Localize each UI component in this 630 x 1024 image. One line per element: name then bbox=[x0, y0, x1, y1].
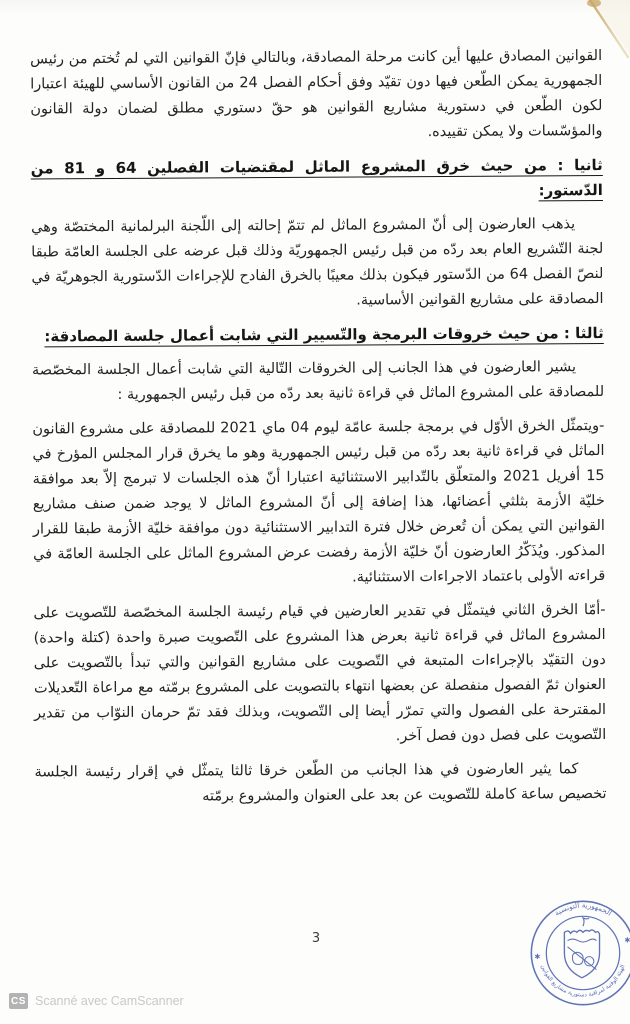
paragraph: -أمّا الخرق الثاني فيتمثّل في تقدير العارضين في قيام رئيسة الجلسة المخصّصة للتّصويت على المشروع الماثل في قراءة ثانية بعرض هذا المشروع على التّصويت صبرة واحدة (كتلة واحدة) دون التقيّد بالإجراءات المتبعة في التّصويت على مشاريع القوانين والتي تبدأ بالتّصويت على العنوان ثمّ الفصول منفصلة عن بعضها انتهاء بالتصويت على المشروع برمّته مع مراعاة التّعديلات المقترحة على الفصول والتي تمرّر أيضا إلى التّصويت، وبذلك فقد تمّ حرمان النوّاب من تقدير التّصويت على فصل دون فصل آخر. bbox=[33, 601, 607, 745]
camscanner-icon: CS bbox=[9, 993, 28, 1009]
camscanner-label: Scanné avec CamScanner bbox=[35, 994, 184, 1008]
paragraph: يشير العارضون في هذا الجانب إلى الخروقات التّالية التي شابت أعمال الجلسة المخصّصة للمصادقة على المشروع الماثل في قراءة ثانية بعد ردّه من قبل رئيس الجمهورية : bbox=[31, 359, 605, 403]
section-heading: ثانيا : من حيث خرق المشروع الماثل لمقتضيات الفصلين 64 و 81 من الدّستور: bbox=[30, 155, 603, 200]
stamp-star-right: ✱ bbox=[624, 935, 630, 945]
stamp-rim-text-bottom: الهيئة الوقتية لمراقبة دستورية مشاريع القوانين bbox=[539, 964, 627, 999]
svg-text:الهيئة الوقتية لمراقبة دستورية bbox=[539, 964, 626, 999]
section-heading: ثالثا : من حيث خروقات البرمجة والتّسيير التي شابت أعمال جلسة المصادقة: bbox=[44, 323, 604, 346]
camscanner-footer bbox=[9, 993, 184, 1009]
paragraph: -ويتمثّل الخرق الأوّل في برمجة جلسة عامّة ليوم 04 ماي 2021 للمصادقة على مشروع القانون الماثل في قراءة ثانية بعد ردّه من قبل رئيس الجمهورية وهو ما يخرق قرار المجلس المؤرخ في 15 أفريل 2021 والمتعلّق بالتّدابير الاستثنائية اعتبارا أنّ هذه الجلسات لا تبرمج إلاّ بعد موافقة خليّة الأزمة بثلثي أعضائها، هذا إضافة إلى أنّ المشروع الماثل لا يوجد ضمن صنف مشاريع القوانين التي يمكن أن تُعرض خلال فترة التدابير الاستثنائية دون موافقة خليّة الأزمة طبقا للقرار المذكور. ويُذَكّرُ العارضون أنّ خليّة الأزمة رفضت عرض المشروع الماثل على الجلسة العامّة في قراءته الأولى باعتماد الاجراءات الاستثنائية. bbox=[32, 417, 606, 586]
official-stamp-seal bbox=[521, 891, 630, 1015]
paragraph: القوانين المصادق عليها أين كانت مرحلة المصادقة، وبالتالي فإنّ القوانين التي لم تُختم من رئيس الجمهورية يمكن الطّعن فيها دون تقيّد وفق أحكام الفصل 24 من القانون الأساسي للهيئة اعتبارا لكون الطّعن في دستورية مشاريع القوانين هو حقّ دستوري مطلق لضمان دولة القانون والمؤسّسات ولا يمكن تقييده. bbox=[30, 47, 603, 141]
page-number: 3 bbox=[311, 931, 321, 946]
stamp-rim-text-top: الجمهورية التونسية bbox=[552, 900, 614, 918]
svg-text:الجمهورية التونسية bbox=[553, 901, 614, 918]
paragraph: كما يثير العارضون في هذا الجانب من الطّعن خرقا ثالثا يتمثّل في إقرار رئيسة الجلسة تخصيص ساعة كاملة للتّصويت عن بعد على العنوان والمشروع برمّته bbox=[34, 761, 607, 805]
stamp-star-left: ✱ bbox=[534, 952, 541, 962]
document-text bbox=[30, 44, 607, 819]
paragraph: يذهب العارضون إلى أنّ المشروع الماثل لم تتمّ إحالته إلى اللّجنة البرلمانية المختصّة وهي لجنة التّشريع العام بعد ردّه من قبل رئيس الجمهوريّة وذلك قبل عرضه على الجلسة العامّة طبقا لنصّ الفصل 64 من الدّستور فيكون بذلك معيبًا بالخرق الفادح للإجراءات الدّستورية الجوهريّة في المصادقة على مشاريع القوانين الأساسية. bbox=[31, 216, 604, 309]
tunisia-emblem-icon bbox=[564, 918, 599, 978]
